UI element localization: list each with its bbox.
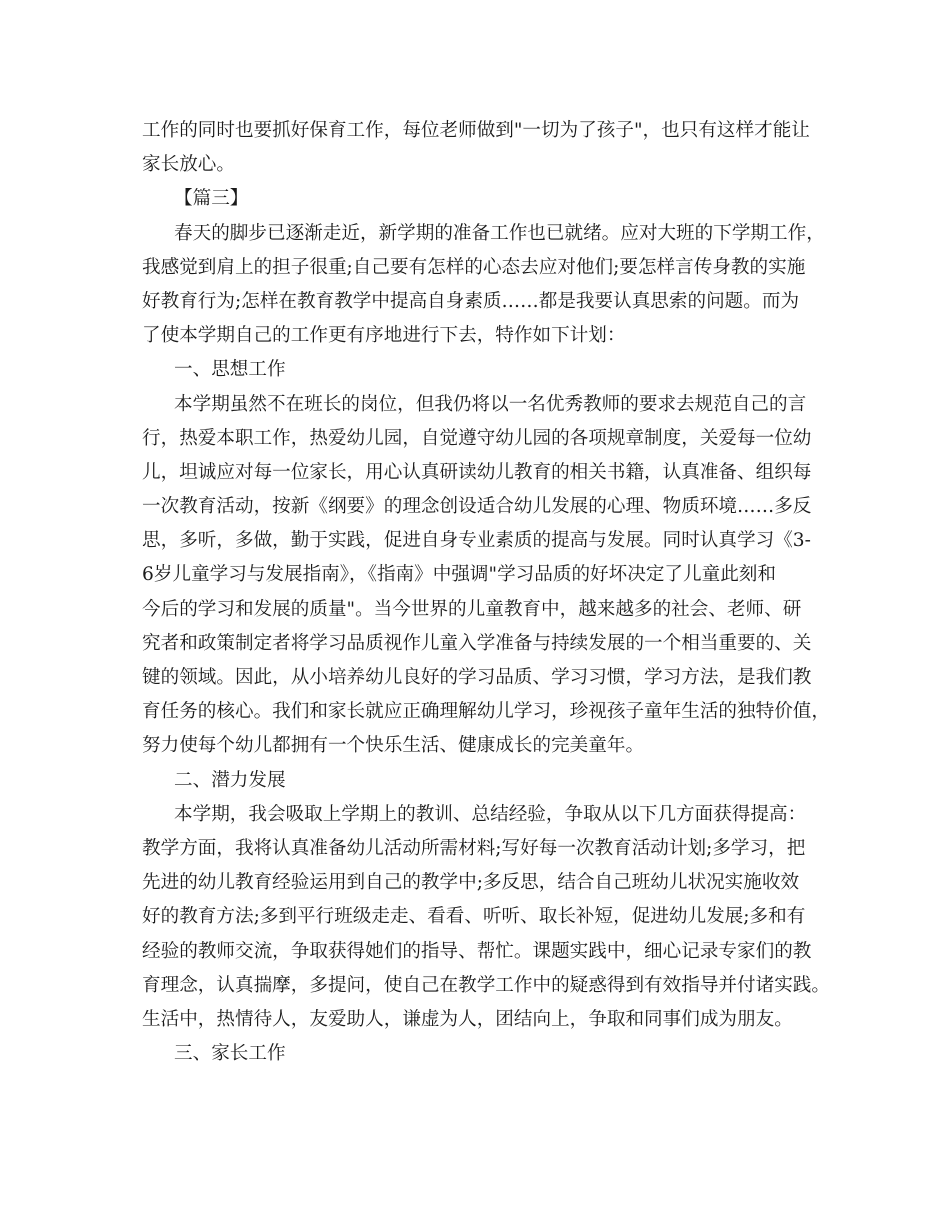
text-line: 行，热爱本职工作，热爱幼儿园，自觉遵守幼儿园的各项规章制度，关爱每一位幼 (142, 427, 812, 449)
text-line: 三、家长工作 (174, 1043, 286, 1065)
text-line: 今后的学习和发展的质量"。当今世界的儿童教育中，越来越多的社会、老师、研 (142, 598, 802, 620)
text-line: 一、思想工作 (174, 359, 286, 381)
text-line: 先进的幼儿教育经验运用到自己的教学中;多反思，结合自己班幼儿状况实施收效 (142, 872, 800, 894)
text-line: 本学期，我会吸取上学期上的教训、总结经验，争取从以下几方面获得提高： (174, 803, 807, 825)
text-line: 6岁儿童学习与发展指南》，《指南》中强调"学习品质的好坏决定了儿童此刻和 (142, 564, 776, 586)
text-line: 本学期虽然不在班长的岗位，但我仍将以一名优秀教师的要求去规范自己的言 (174, 393, 807, 415)
text-line: 好的教育方法;多到平行班级走走、看看、听听、取长补短，促进幼儿发展;多和有 (142, 906, 806, 928)
text-line: 思，多听，多做，勤于实践，促进自身专业素质的提高与发展。同时认真学习《3- (142, 530, 811, 552)
text-line: 春天的脚步已逐渐走近，新学期的准备工作也已就绪。应对大班的下学期工作， (174, 222, 825, 244)
text-line: 究者和政策制定者将学习品质视作儿童入学准备与持续发展的一个相当重要的、关 (142, 632, 812, 654)
text-line: 工作的同时也要抓好保育工作，每位老师做到"一切为了孩子"，也只有这样才能让 (142, 120, 810, 141)
text-line: 教学方面，我将认真准备幼儿活动所需材料;写好每一次教育活动计划;多学习，把 (142, 837, 806, 859)
text-line: 好教育行为;怎样在教育教学中提高自身素质……都是我要认真思索的问题。而为 (142, 290, 800, 312)
text-line: 一次教育活动，按新《纲要》的理念创设适合幼儿发展的心理、物质环境……多反 (142, 496, 812, 518)
text-line: 生活中，热情待人，友爱助人，谦虚为人，团结向上，争取和同事们成为朋友。 (142, 1008, 793, 1030)
text-line: 键的领域。因此，从小培养幼儿良好的学习品质、学习习惯，学习方法，是我们教 (142, 667, 812, 688)
text-line: 育任务的核心。我们和家长就应正确理解幼儿学习，珍视孩子童年生活的独特价值， (142, 701, 830, 723)
text-line: 了使本学期自己的工作更有序地进行下去，特作如下计划： (142, 325, 626, 347)
document-page (142, 114, 830, 1071)
text-line: 我感觉到肩上的担子很重;自己要有怎样的心态去应对他们;要怎样言传身教的实施 (142, 256, 806, 278)
text-line: 经验的教师交流，争取获得她们的指导、帮忙。课题实践中，细心记录专家们的教 (142, 940, 812, 962)
text-line: 【篇三】 (174, 188, 249, 210)
text-line: 家长放心。 (142, 154, 235, 176)
text-line: 二、潜力发展 (174, 769, 286, 791)
text-line: 儿，坦诚应对每一位家长，用心认真研读幼儿教育的相关书籍，认真准备、组织每 (142, 461, 812, 483)
text-line: 育理念，认真揣摩，多提问，使自己在教学工作中的疑惑得到有效指导并付诸实践。 (142, 974, 830, 996)
text-line: 努力使每个幼儿都拥有一个快乐生活、健康成长的完美童年。 (142, 735, 645, 757)
